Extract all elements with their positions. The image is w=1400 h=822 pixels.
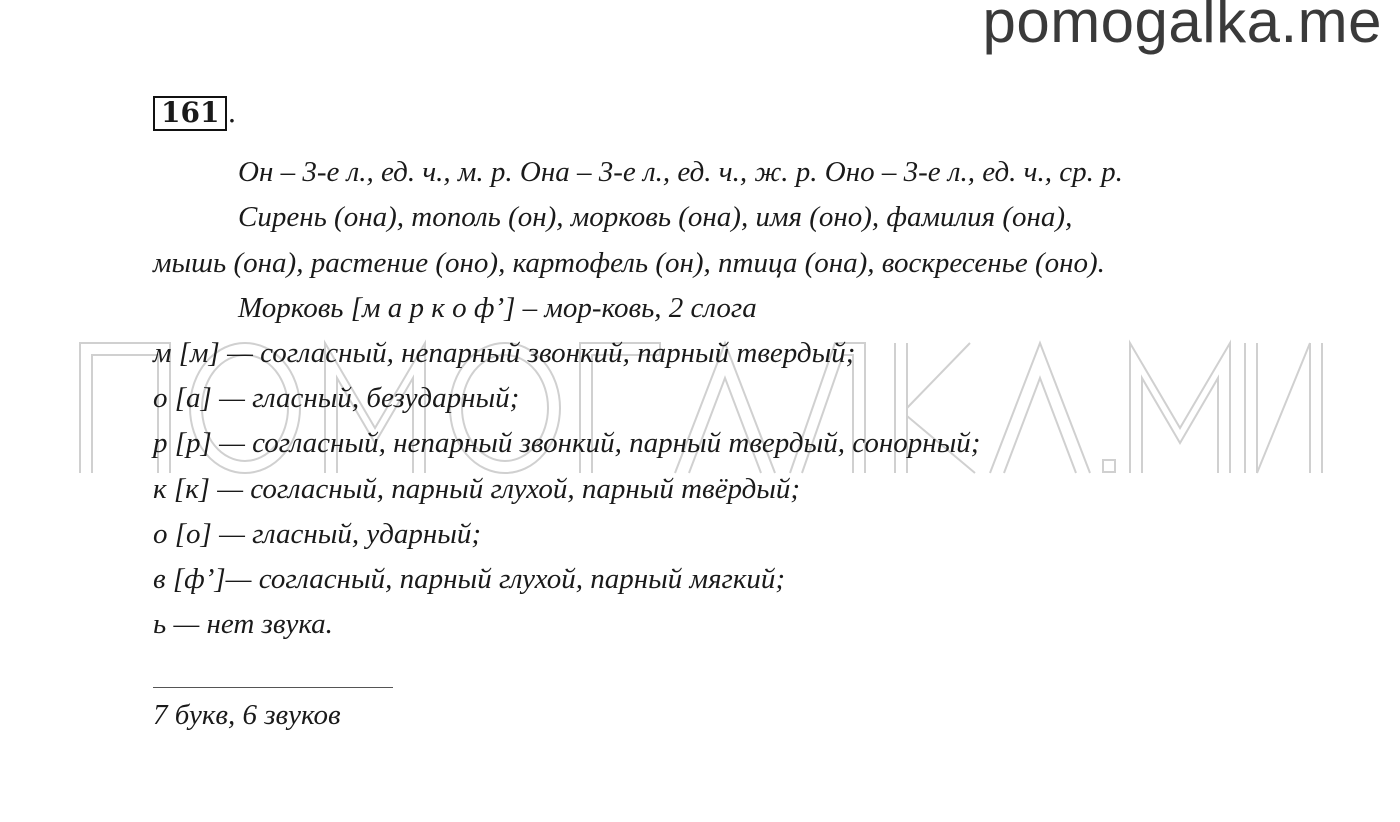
phonetic-line-m: м [м] — согласный, непарный звонкий, парный твердый; [153,337,856,369]
exercise-number-dot: . [227,96,237,129]
footnote-divider [153,687,393,688]
phonetic-line-o-unstressed: о [а] — гласный, безударный; [153,382,520,414]
phonetic-line-r: р [р] — согласный, непарный звонкий, парный твердый, сонорный; [153,427,981,459]
phonetic-line-k: к [к] — согласный, парный глухой, парный твёрдый; [153,473,801,505]
phonetic-line-v: в [ф’]— согласный, парный глухой, парный мягкий; [153,563,786,595]
phonetic-line-soft-sign: ь — нет звука. [153,608,333,640]
phonetic-line-o-stressed: о [о] — гласный, ударный; [153,518,482,550]
site-brand: pomogalka.me [982,0,1382,55]
word-analysis-heading: Морковь [м а р к о ф’] – мор-ковь, 2 слога [238,292,757,324]
exercise-number [153,96,236,131]
pronouns-paragraph: Он – 3-е л., ед. ч., м. р. Она – 3-е л., ед. ч., ж. р. Оно – 3-е л., ед. ч., ср. р. [238,156,1123,188]
footnote: 7 букв, 6 звуков [153,699,341,731]
nouns-paragraph-line-1: Сирень (она), тополь (он), морковь (она), имя (оно), фамилия (она), [238,201,1073,233]
nouns-paragraph-line-2: мышь (она), растение (оно), картофель (он), птица (она), воскресенье (оно). [153,247,1105,279]
exercise-number-box: 161 [153,96,227,131]
